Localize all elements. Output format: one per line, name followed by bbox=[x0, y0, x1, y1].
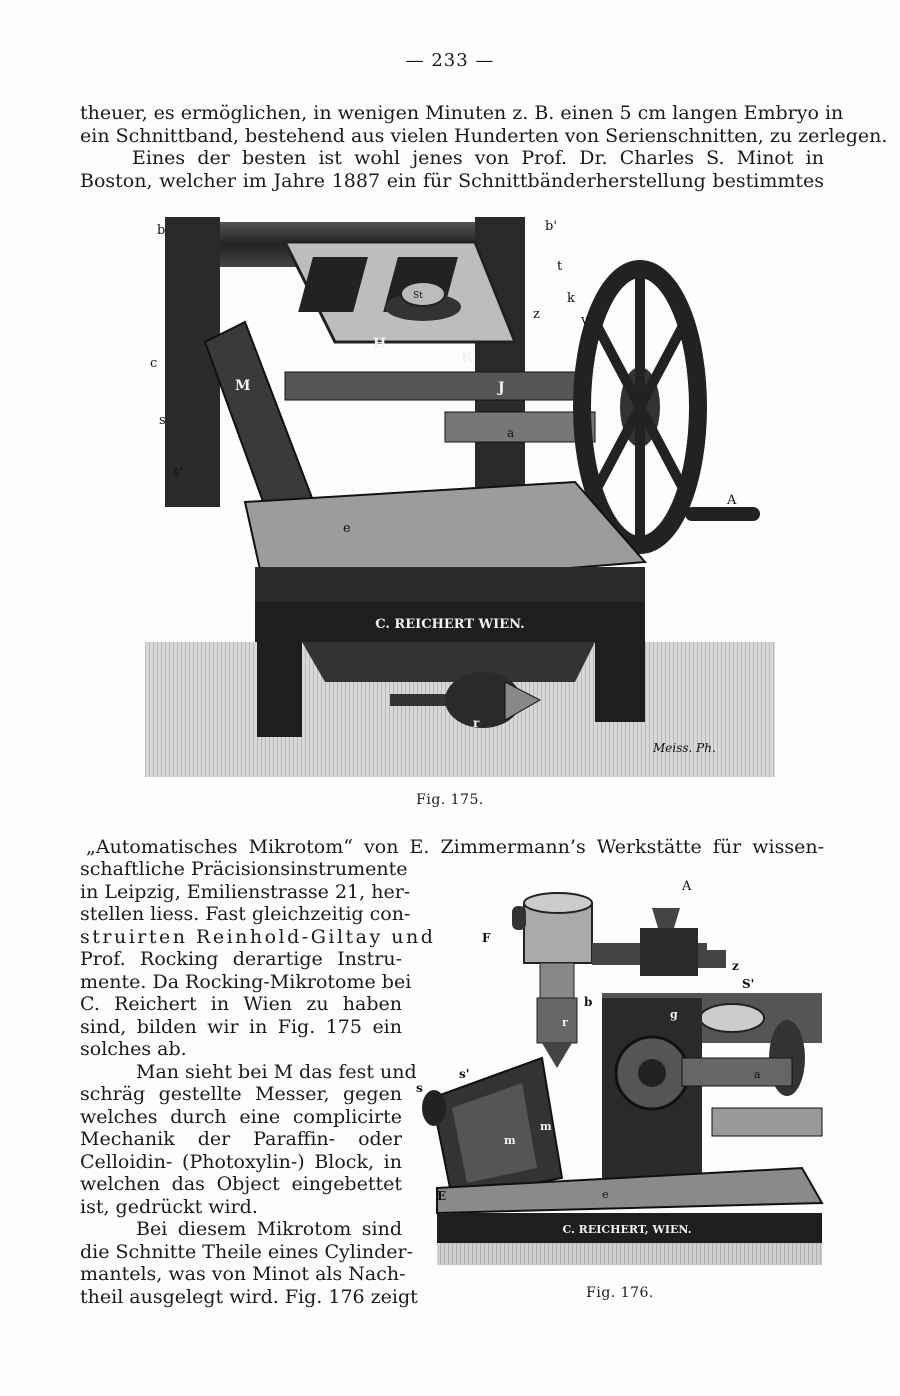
figure-175-brand: C. REICHERT WIEN. bbox=[375, 617, 525, 632]
text-line: Eines der besten ist wohl jenes von Prof. Dr. Charles S. Minot in bbox=[132, 147, 824, 169]
text-line: struirten Reinhold-Giltay und bbox=[80, 925, 436, 948]
figure-175-caption: Fig. 175. bbox=[416, 792, 484, 808]
text-line: welches durch eine complicirte bbox=[80, 1105, 402, 1128]
figure-175-label: St bbox=[413, 291, 423, 301]
figure-175-label: e bbox=[343, 521, 351, 536]
figure-175-label: H bbox=[373, 336, 387, 352]
text-line: stellen liess. Fast gleichzeitig con- bbox=[80, 903, 411, 925]
figure-175-signature: Meiss. Ph. bbox=[653, 741, 716, 755]
figure-175-label: c bbox=[150, 356, 158, 371]
text-line: mente. Da Rocking-Mikrotome bei bbox=[80, 970, 412, 993]
figure-176-brand: C. REICHERT, WIEN. bbox=[562, 1223, 692, 1236]
text-line: C. Reichert in Wien zu haben bbox=[80, 993, 402, 1015]
text-line: ein Schnittband, bestehend aus vielen Hunderten von Serienschnitten, zu zerlegen. bbox=[80, 124, 888, 147]
figure-175-label: s' bbox=[173, 465, 184, 480]
text-line: in Leipzig, Emilienstrasse 21, her- bbox=[80, 880, 411, 903]
text-line: ist, gedrückt wird. bbox=[80, 1195, 258, 1218]
figure-176-label: s bbox=[416, 1081, 423, 1095]
figure-176-label: b bbox=[584, 995, 593, 1009]
text-line: Celloidin- (Photoxylin-) Block, in bbox=[80, 1150, 402, 1173]
figure-176-label: s' bbox=[459, 1067, 470, 1081]
figure-175-label: b' bbox=[545, 219, 557, 234]
text-line: schräg gestellte Messer, gegen bbox=[80, 1083, 402, 1105]
figure-175-label: z bbox=[533, 307, 540, 322]
body-paragraph bbox=[86, 836, 824, 859]
figure-175-label: J bbox=[498, 380, 505, 396]
figure-176-illustration bbox=[412, 868, 826, 1268]
text-line: theuer, es ermöglichen, in wenigen Minuten z. B. einen 5 cm langen Embryo in bbox=[80, 102, 844, 124]
figure-175-label: K bbox=[461, 350, 474, 366]
text-line: Man sieht bei M das fest und bbox=[136, 1060, 417, 1083]
text-line: schaftliche Präcisionsinstrumente bbox=[80, 858, 408, 880]
page-number: — 233 — bbox=[405, 50, 495, 71]
text-line: sind, bilden wir in Fig. 175 ein bbox=[80, 1015, 402, 1038]
figure-175-label: t bbox=[557, 259, 563, 274]
text-line: „Automatisches Mikrotom“ von E. Zimmermann’s Werkstätte für wissen- bbox=[86, 836, 824, 858]
figure-176-label: F bbox=[482, 931, 491, 945]
figure-176-label: E bbox=[437, 1189, 447, 1203]
figure-176-label: S' bbox=[742, 977, 755, 991]
figure-175-label: A bbox=[727, 493, 737, 508]
text-line: welchen das Object eingebettet bbox=[80, 1173, 402, 1195]
figure-175-illustration bbox=[145, 212, 775, 780]
text-line: theil ausgelegt wird. Fig. 176 zeigt bbox=[80, 1285, 418, 1308]
figure-176-label: a bbox=[754, 1068, 761, 1081]
figure-176-caption: Fig. 176. bbox=[586, 1285, 654, 1301]
text-line: Mechanik der Paraffin- oder bbox=[80, 1128, 402, 1150]
figure-175-label: r bbox=[473, 716, 480, 730]
figure-175-label: s bbox=[159, 413, 166, 428]
figure-176-label: g bbox=[670, 1008, 678, 1021]
text-line: Boston, welcher im Jahre 1887 ein für Schnittbänderherstellung bestimmtes bbox=[80, 169, 824, 192]
figure-175-label: k bbox=[567, 291, 575, 306]
figure-175-label: a bbox=[507, 426, 515, 440]
figure-175-label: b bbox=[157, 223, 166, 238]
figure-175-label: M bbox=[235, 378, 251, 394]
left-column-text bbox=[80, 858, 436, 1308]
figure-176-label: z bbox=[732, 959, 739, 973]
figure-176-label: A bbox=[682, 879, 692, 894]
text-line: Prof. Rocking derartige Instru- bbox=[80, 948, 402, 970]
text-line: die Schnitte Theile eines Cylinder- bbox=[80, 1240, 414, 1263]
text-line: mantels, was von Minot als Nach- bbox=[80, 1263, 406, 1285]
text-line: solches ab. bbox=[80, 1038, 187, 1060]
figure-176-label: m bbox=[504, 1134, 516, 1147]
figure-176-label: r bbox=[562, 1016, 568, 1029]
intro-paragraph bbox=[80, 102, 888, 192]
figure-175-label: v bbox=[581, 313, 589, 328]
text-line: Bei diesem Mikrotom sind bbox=[136, 1218, 402, 1240]
figure-176-label: e bbox=[602, 1188, 609, 1201]
figure-176-label: m bbox=[540, 1120, 552, 1133]
